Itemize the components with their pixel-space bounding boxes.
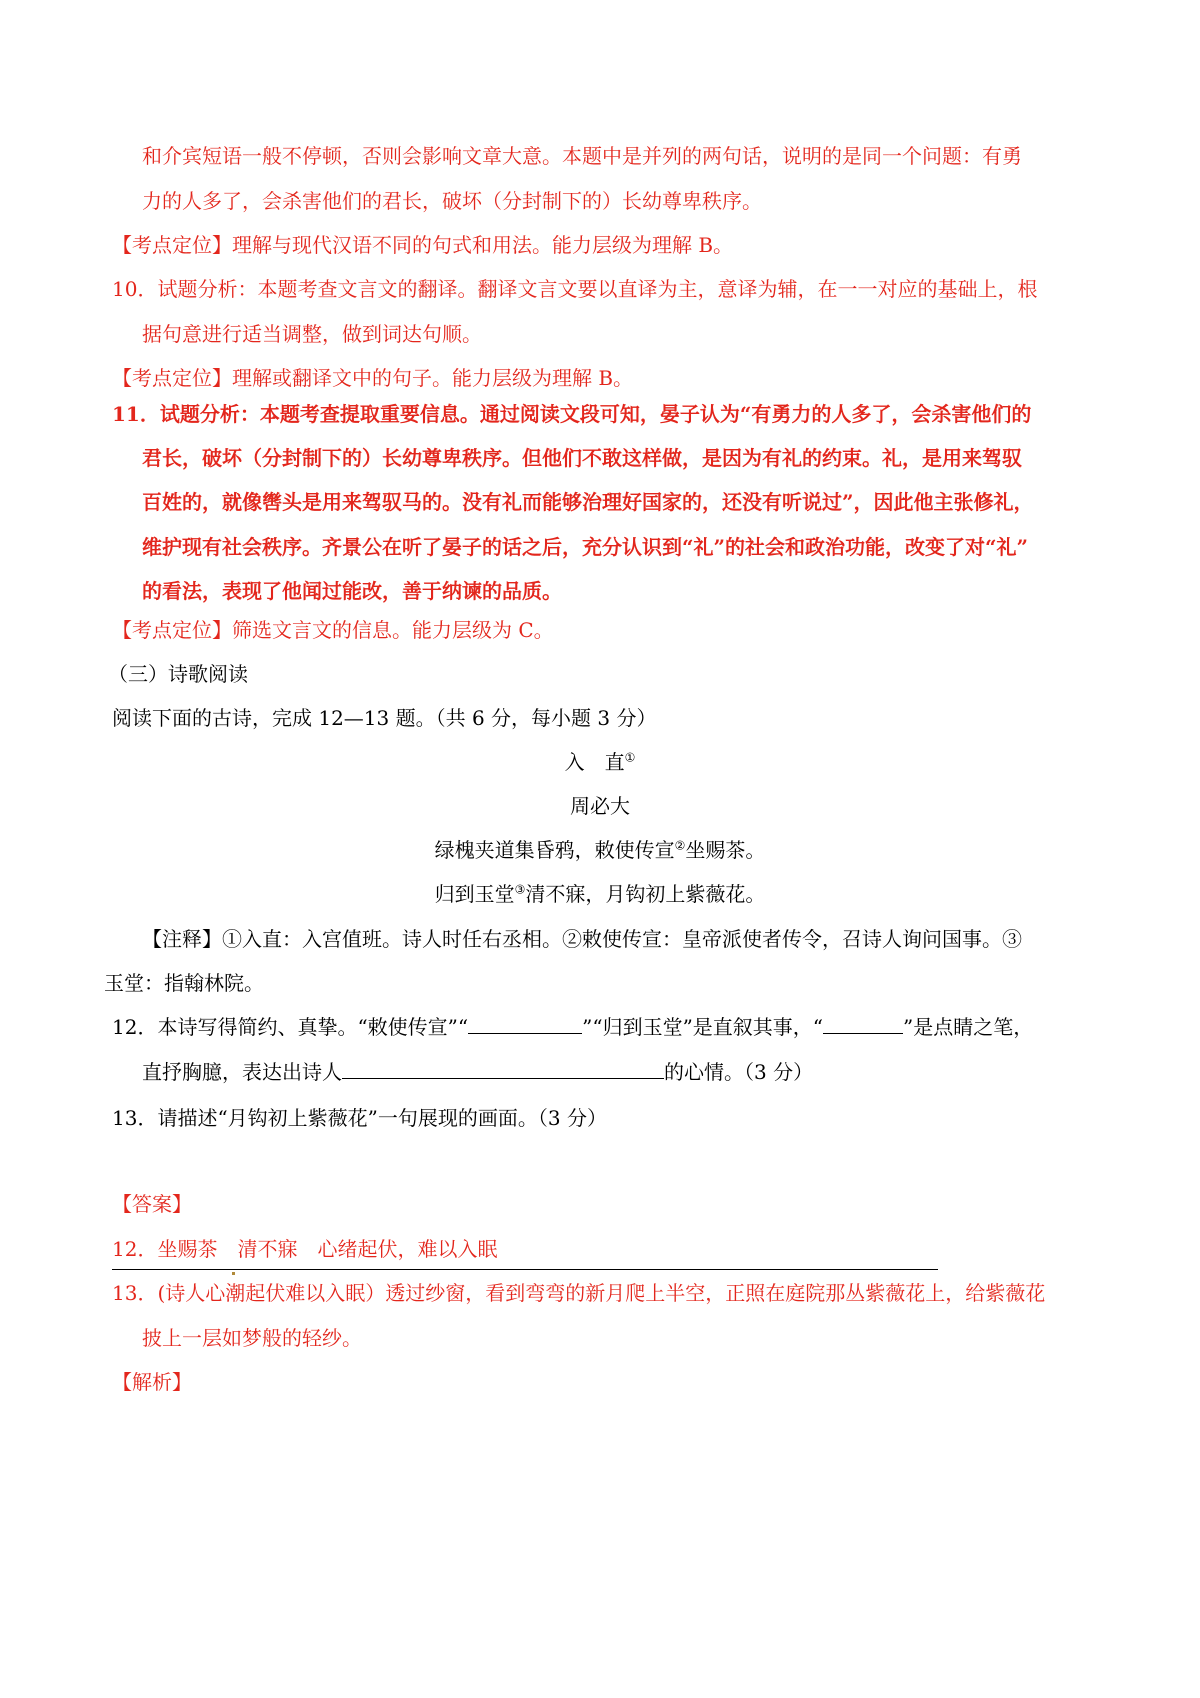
answer-line: 披上一层如梦般的轻纱。 [142,1326,362,1350]
answer-line: 的看法，表现了他闻过能改，善于纳谏的品质。 [142,579,562,603]
answer-line: 君长，破坏（分封制下的）长幼尊卑秩序。但他们不敢这样做，是因为有礼的约束。礼，是用来驾驭 [142,446,1022,470]
exam-point-line: 【考点定位】筛选文言文的信息。能力层级为 C。 [112,618,554,642]
answer-line: 力的人多了，会杀害他们的君长，破坏（分封制下的）长幼尊卑秩序。 [142,189,762,213]
poem-line: 绿槐夹道集昏鸦，敕使传宣②坐赐茶。 [434,838,766,862]
answer-line: 11．试题分析：本题考查提取重要信息。通过阅读文段可知，晏子认为“有勇力的人多了，会杀害他们的 [112,402,1032,426]
exam-point-line: 【考点定位】理解与现代汉语不同的句式和用法。能力层级为理解 B。 [112,233,734,257]
answer-blank[interactable] [468,1013,582,1034]
section-heading: （三）诗歌阅读 [108,662,248,686]
exam-point-line: 【考点定位】理解或翻译文中的句子。能力层级为理解 B。 [112,366,634,390]
answer-blank[interactable] [342,1058,664,1079]
answer-line: 百姓的，就像辔头是用来驾驭马的。没有礼而能够治理好国家的，还没有听说过”，因此他主张修礼， [142,490,1034,514]
footnote-marker: ② [674,838,686,853]
scan-speck [232,1272,235,1275]
footnote-marker: ③ [514,882,526,897]
poem-title: 入 直① [564,750,636,774]
analysis-heading: 【解析】 [112,1370,192,1394]
notes-line: 【注释】①入直：入宫值班。诗人时任右丞相。②敕使传宣：皇帝派使者传令，召诗人询问国事。③ [142,927,1022,951]
poem-line: 归到玉堂③清不寐，月钩初上紫薇花。 [434,882,766,906]
answer-line: 13．(诗人心潮起伏难以入眠）透过纱窗，看到弯弯的新月爬上半空，正照在庭院那丛紫薇花上，给紫薇花 [112,1281,1046,1305]
answer-blank[interactable] [823,1013,903,1034]
question-12: 12．本诗写得简约、真挚。“敕使传宣”“ ”“归到玉堂”是直叙其事，“ ”是点睛之笔， [112,1015,1034,1039]
answer-line: 10．试题分析：本题考查文言文的翻译。翻译文言文要以直译为主，意译为辅，在一一对应的基础上，根 [112,277,1038,301]
instruction-line: 阅读下面的古诗，完成 12—13 题。（共 6 分，每小题 3 分） [112,706,657,730]
answer-line: 和介宾短语一般不停顿，否则会影响文章大意。本题中是并列的两句话，说明的是同一个问题：有勇 [142,144,1022,168]
question-13: 13．请描述“月钩初上紫薇花”一句展现的画面。（3 分） [112,1106,607,1130]
notes-line: 玉堂：指翰林院。 [104,971,264,995]
answer-heading: 【答案】 [112,1192,192,1216]
answer-rule-line[interactable] [112,1269,938,1270]
answer-line: 维护现有社会秩序。齐景公在听了晏子的话之后，充分认识到“礼”的社会和政治功能，改变了对“礼” [142,535,1029,559]
question-12-continued: 直抒胸臆，表达出诗人 的心情。（3 分） [142,1060,814,1084]
answer-line: 12．坐赐茶 清不寐 心绪起伏，难以入眠 [112,1237,498,1261]
footnote-marker: ① [624,750,636,765]
answer-line: 据句意进行适当调整，做到词达句顺。 [142,322,482,346]
poem-author: 周必大 [570,794,630,818]
